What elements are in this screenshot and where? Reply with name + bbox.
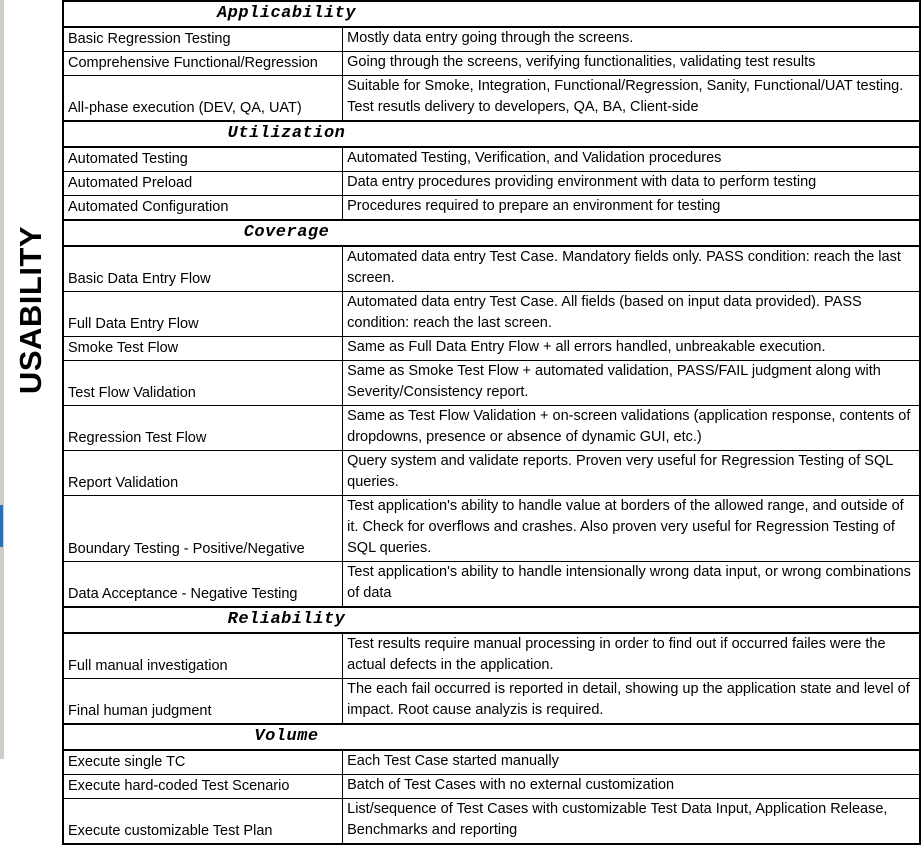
section-header-row	[63, 1, 920, 27]
row-label-cell: Execute single TC	[63, 750, 343, 775]
row-description-cell: Batch of Test Cases with no external customization	[343, 775, 920, 799]
table-row	[63, 633, 920, 679]
row-description-cell: Automated data entry Test Case. All fields (based on input data provided). PASS condition: reach the last screen.	[343, 292, 920, 337]
table-row	[63, 679, 920, 725]
row-description-cell: List/sequence of Test Cases with customizable Test Data Input, Application Release, Benchmarks and reporting	[343, 799, 920, 845]
section-header-cell	[63, 724, 920, 750]
table-row	[63, 496, 920, 562]
row-label-cell: Smoke Test Flow	[63, 337, 343, 361]
table-row	[63, 246, 920, 292]
table-row	[63, 750, 920, 775]
row-label-cell: Comprehensive Functional/Regression	[63, 52, 343, 76]
table-row	[63, 406, 920, 451]
row-description-cell: Test application's ability to handle value at borders of the allowed range, and outside of it. Check for overflows and crashes. Also proven very useful for Regression Testing of SQL queries.	[343, 496, 920, 562]
row-description-cell: Test application's ability to handle intensionally wrong data input, or wrong combinations of data	[343, 562, 920, 608]
table-row	[63, 172, 920, 196]
row-label-cell: Automated Configuration	[63, 196, 343, 221]
section-header-row	[63, 121, 920, 147]
section-header-title: Utilization	[227, 124, 346, 143]
section-header-cell	[63, 121, 920, 147]
vertical-category-label	[0, 0, 62, 759]
table-row	[63, 775, 920, 799]
row-label-cell: Report Validation	[63, 451, 343, 496]
section-header-cell	[63, 607, 920, 633]
table-row	[63, 76, 920, 122]
row-description-cell: Automated Testing, Verification, and Validation procedures	[343, 147, 920, 172]
table-row	[63, 27, 920, 52]
row-label-cell: Automated Preload	[63, 172, 343, 196]
table-row	[63, 52, 920, 76]
table-row	[63, 196, 920, 221]
row-description-cell: Procedures required to prepare an environment for testing	[343, 196, 920, 221]
section-header-title: Coverage	[243, 223, 330, 242]
row-label-cell: Execute customizable Test Plan	[63, 799, 343, 845]
row-label-cell: Execute hard-coded Test Scenario	[63, 775, 343, 799]
usability-matrix-table	[62, 0, 921, 845]
row-description-cell: Same as Test Flow Validation + on-screen validations (application response, contents of dropdowns, presence or absence of dynamic GUI, etc.)	[343, 406, 920, 451]
table-row	[63, 292, 920, 337]
section-header-row	[63, 724, 920, 750]
table-row	[63, 147, 920, 172]
row-description-cell: Suitable for Smoke, Integration, Functional/Regression, Sanity, Functional/UAT testing. Test resutls delivery to developers, QA, BA, Client-side	[343, 76, 920, 122]
row-description-cell: Automated data entry Test Case. Mandatory fields only. PASS condition: reach the last screen.	[343, 246, 920, 292]
table-row	[63, 562, 920, 608]
section-header-title: Reliability	[227, 610, 346, 629]
row-label-cell: Test Flow Validation	[63, 361, 343, 406]
row-description-cell: Same as Full Data Entry Flow + all errors handled, unbreakable execution.	[343, 337, 920, 361]
row-description-cell: Each Test Case started manually	[343, 750, 920, 775]
table-row	[63, 451, 920, 496]
row-description-cell: Test results require manual processing in order to find out if occurred failes were the actual defects in the application.	[343, 633, 920, 679]
row-description-cell: Query system and validate reports. Proven very useful for Regression Testing of SQL queries.	[343, 451, 920, 496]
section-header-cell	[63, 220, 920, 246]
row-label-cell: Full manual investigation	[63, 633, 343, 679]
row-description-cell: Going through the screens, verifying functionalities, validating test results	[343, 52, 920, 76]
row-label-cell: Data Acceptance - Negative Testing	[63, 562, 343, 608]
vertical-category-label-text: USABILITY	[13, 225, 48, 394]
table-row	[63, 361, 920, 406]
row-description-cell: The each fail occurred is reported in detail, showing up the application state and level of impact. Root cause analyzis is required.	[343, 679, 920, 725]
section-header-row	[63, 220, 920, 246]
usability-matrix-body	[63, 1, 920, 844]
row-label-cell: Automated Testing	[63, 147, 343, 172]
section-header-title: Volume	[254, 727, 319, 746]
row-label-cell: Basic Regression Testing	[63, 27, 343, 52]
row-description-cell: Same as Smoke Test Flow + automated validation, PASS/FAIL judgment along with Severity/Consistency report.	[343, 361, 920, 406]
section-header-cell	[63, 1, 920, 27]
row-label-cell: Full Data Entry Flow	[63, 292, 343, 337]
row-label-cell: Final human judgment	[63, 679, 343, 725]
section-header-title: Applicability	[216, 4, 357, 23]
row-label-cell: Regression Test Flow	[63, 406, 343, 451]
row-label-cell: Basic Data Entry Flow	[63, 246, 343, 292]
row-description-cell: Data entry procedures providing environment with data to perform testing	[343, 172, 920, 196]
table-row	[63, 799, 920, 845]
row-description-cell: Mostly data entry going through the screens.	[343, 27, 920, 52]
section-header-row	[63, 607, 920, 633]
usability-matrix-wrapper	[62, 0, 921, 839]
row-label-cell: Boundary Testing - Positive/Negative	[63, 496, 343, 562]
row-label-cell: All-phase execution (DEV, QA, UAT)	[63, 76, 343, 122]
table-row	[63, 337, 920, 361]
